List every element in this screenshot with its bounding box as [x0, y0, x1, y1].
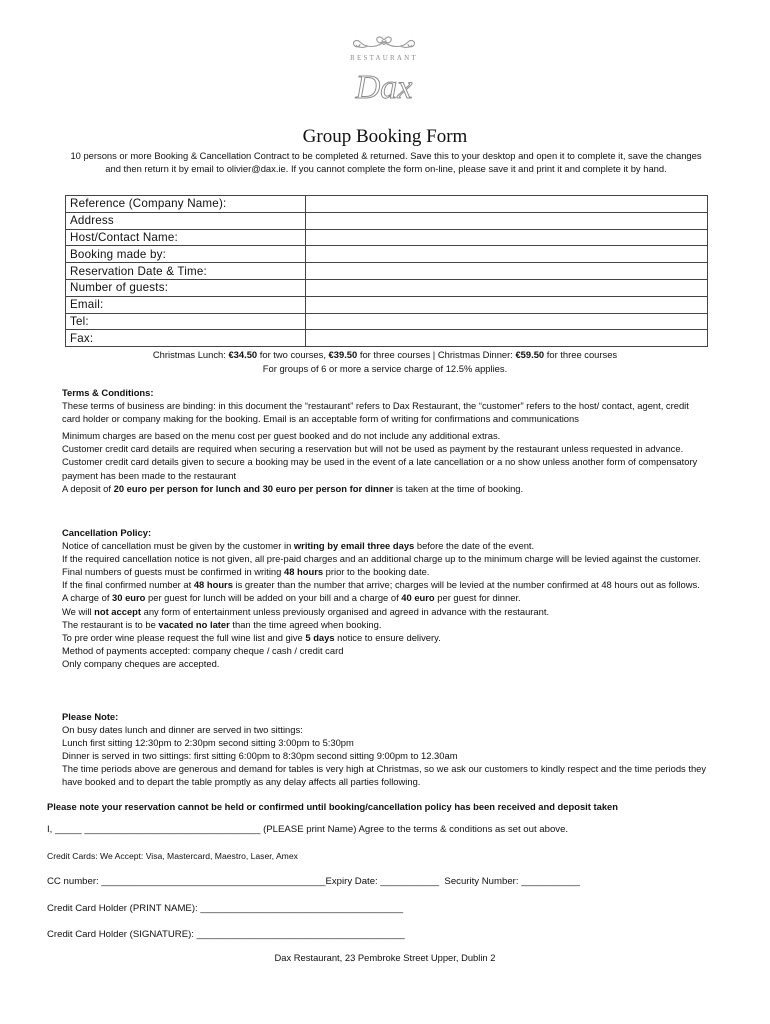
field-input-fax[interactable]: [306, 330, 708, 347]
terms-heading: Terms & Conditions:: [62, 387, 154, 398]
field-row-booked-by: [66, 246, 708, 263]
field-label: Reservation Date & Time:: [66, 263, 306, 280]
field-label: Fax:: [66, 330, 306, 347]
field-row-reference: [66, 196, 708, 213]
policy-line: Method of payments accepted: company cheque / cash / credit card: [62, 644, 344, 656]
policy-line: To pre order wine please request the full wine list and give 5 days notice to ensure delivery.: [62, 631, 441, 643]
note-line: On busy dates lunch and dinner are served in two sittings:: [62, 724, 303, 736]
policy-line: Only company cheques are accepted.: [62, 657, 220, 669]
form-title: Group Booking Form: [302, 126, 468, 147]
policy-line: The restaurant is to be vacated no later than the time agreed when booking.: [62, 618, 382, 630]
policy-line: Final numbers of guests must be confirmed in writing 48 hours prior to the booking date.: [62, 566, 430, 578]
terms-paragraph: These terms of business are binding: in this document the “restaurant” refers to Dax Restaurant, the “customer” refers to the host/ contact, agent, credit card holder or company making for the booking. Email is an acceptable form of writing for confirmations and communications: [62, 400, 689, 425]
terms-section: [62, 386, 707, 495]
field-input-host[interactable]: [306, 229, 708, 246]
field-input-guests[interactable]: [306, 279, 708, 296]
policy-line: We will not accept any form of entertainment unless previously organised and agreed in advance with the restaurant.: [62, 605, 550, 617]
field-row-address: [66, 212, 708, 229]
intro-text: 10 persons or more Booking & Cancellation Contract to be completed & returned. Save this to your desktop and open it to complete it, save the changes and then return it by email to olivier@dax.ie. If you cannot complete the form on-line, please save it and print it and complete it by hand.: [70, 150, 702, 174]
cancellation-section: [62, 526, 707, 670]
booking-fields-table: [65, 195, 708, 347]
field-input-email[interactable]: [306, 296, 708, 313]
field-label: Address: [66, 212, 306, 229]
terms-paragraph: Customer credit card details are required when securing a reservation but will not be used as payment by the restaurant unless requested in advance.: [62, 443, 684, 455]
holder-signature-line[interactable]: Credit Card Holder (SIGNATURE): _______________________________________: [47, 929, 405, 940]
cancellation-heading: Cancellation Policy:: [62, 527, 152, 538]
svg-text:RESTAURANT: RESTAURANT: [350, 54, 418, 62]
policy-line: A charge of 30 euro per guest for lunch will be added on your bill and a charge of 40 euro per guest for dinner.: [62, 592, 521, 604]
agree-line[interactable]: I, _____ _________________________________ (PLEASE print Name) Agree to the terms & conditions as set out above.: [47, 824, 569, 835]
field-input-address[interactable]: [306, 212, 708, 229]
field-input-reference[interactable]: [306, 196, 708, 213]
terms-paragraph: Customer credit card details given to secure a booking may be used in the event of a late cancellation or a no show unless another form of compensatory payment has been made to the restaurant: [62, 456, 698, 481]
field-row-guests: [66, 279, 708, 296]
service-charge-line: For groups of 6 or more a service charge of 12.5% applies.: [262, 363, 508, 374]
field-label: Host/Contact Name:: [66, 229, 306, 246]
field-row-fax: [66, 330, 708, 347]
cc-number-line[interactable]: CC number: __________________________________________Expiry Date: ___________ Security Number: ___________: [47, 876, 580, 887]
dax-logo: [328, 34, 440, 108]
field-label: Email:: [66, 296, 306, 313]
policy-line: If the required cancellation notice is not given, all pre-paid charges and an additional charge up to the minimum charge will be levied against the customer.: [62, 553, 701, 565]
field-label: Number of guests:: [66, 279, 306, 296]
field-row-tel: [66, 313, 708, 330]
field-row-date-time: [66, 263, 708, 280]
field-input-tel[interactable]: [306, 313, 708, 330]
credit-cards-line: Credit Cards: We Accept: Visa, Mastercard, Maestro, Laser, Amex: [47, 851, 298, 861]
field-label: Reference (Company Name):: [66, 196, 306, 213]
note-line: The time periods above are generous and demand for tables is very high at Christmas, so we ask our customers to kindly respect and the time periods they have booked and to depart the table promptly as any delay affects all parties following.: [62, 763, 707, 788]
terms-paragraph: A deposit of 20 euro per person for lunch and 30 euro per person for dinner is taken at the time of booking.: [62, 482, 524, 494]
note-line: Lunch first sitting 12:30pm to 2:30pm second sitting 3:00pm to 5:30pm: [62, 737, 354, 749]
policy-line: If the final confirmed number at 48 hours is greater than the number that arrive; charges will be levied at the number confirmed at 48 hours out as follows.: [62, 579, 700, 591]
field-row-host: [66, 229, 708, 246]
terms-paragraph: Minimum charges are based on the menu cost per guest booked and do not include any additional extras.: [62, 430, 501, 442]
footer-address: Dax Restaurant, 23 Pembroke Street Upper, Dublin 2: [274, 952, 496, 963]
pricing-line: Christmas Lunch: €34.50 for two courses, €39.50 for three courses | Christmas Dinner: €59.50 for three courses: [152, 349, 618, 360]
field-label: Tel:: [66, 313, 306, 330]
policy-line: Notice of cancellation must be given by the customer in writing by email three days before the date of the event.: [62, 540, 535, 552]
note-line: Dinner is served in two sittings: first sitting 6:00pm to 8:30pm second sitting 9:00pm to 12.30am: [62, 750, 458, 762]
field-label: Booking made by:: [66, 246, 306, 263]
note-heading: Please Note:: [62, 711, 119, 722]
field-input-date-time[interactable]: [306, 263, 708, 280]
holder-print-name-line[interactable]: Credit Card Holder (PRINT NAME): ______________________________________: [47, 903, 404, 914]
svg-text:Dax: Dax: [355, 69, 413, 106]
note-section: [62, 710, 707, 789]
field-input-booked-by[interactable]: [306, 246, 708, 263]
reservation-notice: Please note your reservation cannot be held or confirmed until booking/cancellation policy has been received and deposit taken: [47, 801, 618, 812]
field-row-email: [66, 296, 708, 313]
